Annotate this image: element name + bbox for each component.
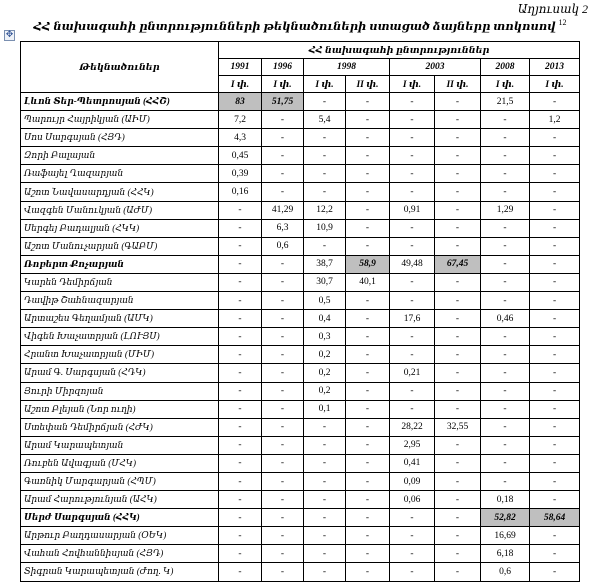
vote-percent-cell: - bbox=[346, 129, 390, 147]
vote-percent-cell: - bbox=[435, 273, 481, 291]
vote-percent-cell: - bbox=[262, 111, 304, 129]
vote-percent-cell: - bbox=[530, 545, 580, 563]
vote-percent-cell: - bbox=[304, 93, 346, 111]
vote-percent-cell: - bbox=[262, 328, 304, 346]
vote-percent-cell: 0,18 bbox=[481, 491, 530, 509]
vote-percent-cell: - bbox=[435, 93, 481, 111]
vote-percent-cell: - bbox=[530, 292, 580, 310]
vote-percent-cell: - bbox=[346, 545, 390, 563]
candidate-name: Դավիթ Շահնազարյան bbox=[21, 292, 219, 310]
vote-percent-cell: - bbox=[481, 129, 530, 147]
vote-percent-cell: - bbox=[530, 219, 580, 237]
vote-percent-cell: - bbox=[435, 328, 481, 346]
vote-percent-cell: 0,6 bbox=[262, 237, 304, 255]
title-text: ՀՀ նախագահի ընտրությունների թեկնածուների ստացած ձայները տոկոսով bbox=[33, 20, 556, 33]
vote-percent-cell: - bbox=[530, 400, 580, 418]
vote-percent-cell: 0,2 bbox=[304, 346, 346, 364]
vote-percent-cell: - bbox=[435, 527, 481, 545]
vote-percent-cell: - bbox=[346, 237, 390, 255]
vote-percent-cell: - bbox=[390, 400, 435, 418]
vote-percent-cell: - bbox=[262, 491, 304, 509]
candidate-name: Վիգեն Խաչատրյան (ԼՈՒՅՍ) bbox=[21, 328, 219, 346]
round-header: I փ. bbox=[530, 76, 580, 93]
vote-percent-cell: - bbox=[390, 328, 435, 346]
vote-percent-cell: 10,9 bbox=[304, 219, 346, 237]
vote-percent-cell: - bbox=[219, 237, 262, 255]
vote-percent-cell: 58,9 bbox=[346, 255, 390, 273]
vote-percent-cell: - bbox=[435, 472, 481, 490]
vote-percent-cell: - bbox=[481, 219, 530, 237]
vote-percent-cell: 0,5 bbox=[304, 292, 346, 310]
vote-percent-cell: - bbox=[481, 364, 530, 382]
table-row bbox=[21, 545, 580, 563]
candidate-name: Վազգեն Մանուկյան (ԱԺՄ) bbox=[21, 201, 219, 219]
vote-percent-cell: - bbox=[346, 292, 390, 310]
vote-percent-cell: - bbox=[219, 364, 262, 382]
vote-percent-cell: - bbox=[346, 472, 390, 490]
vote-percent-cell: - bbox=[262, 454, 304, 472]
vote-percent-cell: - bbox=[219, 418, 262, 436]
vote-percent-cell: - bbox=[346, 183, 390, 201]
vote-percent-cell: - bbox=[435, 382, 481, 400]
vote-percent-cell: - bbox=[435, 237, 481, 255]
vote-percent-cell: - bbox=[262, 436, 304, 454]
vote-percent-cell: - bbox=[390, 509, 435, 527]
vote-percent-cell: - bbox=[530, 527, 580, 545]
vote-percent-cell: 0,21 bbox=[390, 364, 435, 382]
vote-percent-cell: - bbox=[435, 201, 481, 219]
table-title bbox=[0, 18, 600, 33]
vote-percent-cell: 6,18 bbox=[481, 545, 530, 563]
vote-percent-cell: - bbox=[530, 147, 580, 165]
vote-percent-cell: 0,09 bbox=[390, 472, 435, 490]
candidate-name: Կարեն Դեմիրճյան bbox=[21, 273, 219, 291]
vote-percent-cell: 0,3 bbox=[304, 328, 346, 346]
vote-percent-cell: - bbox=[481, 183, 530, 201]
candidate-name: Վահան Հովհաննիսյան (ՀՅԴ) bbox=[21, 545, 219, 563]
candidate-name: Արամ Հարությունյան (ԱՀԿ) bbox=[21, 491, 219, 509]
vote-percent-cell: - bbox=[481, 400, 530, 418]
vote-percent-cell: - bbox=[262, 183, 304, 201]
vote-percent-cell: 2,95 bbox=[390, 436, 435, 454]
candidate-name: Գառնիկ Մարգարյան (ՀՊՄ) bbox=[21, 472, 219, 490]
vote-percent-cell: - bbox=[219, 310, 262, 328]
vote-percent-cell: - bbox=[530, 418, 580, 436]
candidate-name: Ստեփան Դեմիրճյան (ՀԺԿ) bbox=[21, 418, 219, 436]
vote-percent-cell: - bbox=[262, 418, 304, 436]
vote-percent-cell: - bbox=[304, 436, 346, 454]
candidate-name: Սերգեյ Բադալյան (ՀԿԿ) bbox=[21, 219, 219, 237]
vote-percent-cell: - bbox=[262, 292, 304, 310]
vote-percent-cell: - bbox=[304, 183, 346, 201]
vote-percent-cell: - bbox=[219, 509, 262, 527]
vote-percent-cell: 0,39 bbox=[219, 165, 262, 183]
vote-percent-cell: - bbox=[346, 382, 390, 400]
vote-percent-cell: 17,6 bbox=[390, 310, 435, 328]
vote-percent-cell: 67,45 bbox=[435, 255, 481, 273]
vote-percent-cell: - bbox=[435, 219, 481, 237]
candidate-name: Ռաֆայել Ղազարյան bbox=[21, 165, 219, 183]
vote-percent-cell: - bbox=[530, 165, 580, 183]
vote-percent-cell: - bbox=[219, 382, 262, 400]
vote-percent-cell: - bbox=[346, 165, 390, 183]
vote-percent-cell: 30,7 bbox=[304, 273, 346, 291]
vote-percent-cell: - bbox=[481, 436, 530, 454]
vote-percent-cell: 38,7 bbox=[304, 255, 346, 273]
vote-percent-cell: - bbox=[530, 364, 580, 382]
round-header: I փ. bbox=[262, 76, 304, 93]
year-header: 2008 bbox=[481, 59, 530, 76]
vote-percent-cell: - bbox=[262, 310, 304, 328]
vote-percent-cell: 16,69 bbox=[481, 527, 530, 545]
candidate-name: Լևոն Տեր-Պետրոսյան (ՀՀՇ) bbox=[21, 93, 219, 111]
vote-percent-cell: - bbox=[219, 273, 262, 291]
table-row bbox=[21, 527, 580, 545]
vote-percent-cell: - bbox=[390, 129, 435, 147]
round-header: I փ. bbox=[481, 76, 530, 93]
table-body bbox=[21, 93, 580, 582]
vote-percent-cell: - bbox=[530, 201, 580, 219]
appendix-label: Աղյուսակ 2 bbox=[517, 2, 588, 16]
vote-percent-cell: - bbox=[219, 563, 262, 581]
vote-percent-cell: - bbox=[219, 328, 262, 346]
year-header: 2013 bbox=[530, 59, 580, 76]
vote-percent-cell: - bbox=[481, 472, 530, 490]
vote-percent-cell: - bbox=[304, 237, 346, 255]
vote-percent-cell: - bbox=[219, 491, 262, 509]
vote-percent-cell: - bbox=[435, 129, 481, 147]
vote-percent-cell: 0,1 bbox=[304, 400, 346, 418]
candidate-name: Արտաշես Գեղամյան (ԱՄԿ) bbox=[21, 310, 219, 328]
vote-percent-cell: - bbox=[346, 346, 390, 364]
table-row bbox=[21, 364, 580, 382]
results-table bbox=[20, 41, 580, 582]
vote-percent-cell: - bbox=[530, 129, 580, 147]
candidate-name: Զորի Բալայան bbox=[21, 147, 219, 165]
vote-percent-cell: - bbox=[219, 255, 262, 273]
candidate-name: Պարույր Հայրիկյան (ԱԻՄ) bbox=[21, 111, 219, 129]
vote-percent-cell: - bbox=[262, 382, 304, 400]
table-row bbox=[21, 273, 580, 291]
candidate-name: Սերժ Սարգսյան (ՀՀԿ) bbox=[21, 509, 219, 527]
vote-percent-cell: - bbox=[262, 563, 304, 581]
table-row bbox=[21, 310, 580, 328]
table-row bbox=[21, 93, 580, 111]
vote-percent-cell: - bbox=[219, 472, 262, 490]
table-row bbox=[21, 111, 580, 129]
vote-percent-cell: - bbox=[219, 545, 262, 563]
vote-percent-cell: - bbox=[262, 129, 304, 147]
vote-percent-cell: - bbox=[481, 273, 530, 291]
vote-percent-cell: 1,2 bbox=[530, 111, 580, 129]
round-header: I փ. bbox=[390, 76, 435, 93]
vote-percent-cell: - bbox=[219, 292, 262, 310]
table-row bbox=[21, 237, 580, 255]
vote-percent-cell: - bbox=[304, 563, 346, 581]
table-row bbox=[21, 400, 580, 418]
vote-percent-cell: - bbox=[481, 165, 530, 183]
year-header: 2003 bbox=[390, 59, 481, 76]
table-row bbox=[21, 147, 580, 165]
vote-percent-cell: - bbox=[481, 255, 530, 273]
vote-percent-cell: - bbox=[262, 527, 304, 545]
vote-percent-cell: - bbox=[304, 509, 346, 527]
vote-percent-cell: - bbox=[346, 436, 390, 454]
table-row bbox=[21, 129, 580, 147]
candidate-name: Աշոտ Նավասարդյան (ՀՀԿ) bbox=[21, 183, 219, 201]
vote-percent-cell: - bbox=[304, 472, 346, 490]
vote-percent-cell: - bbox=[346, 219, 390, 237]
vote-percent-cell: - bbox=[304, 527, 346, 545]
table-row bbox=[21, 201, 580, 219]
vote-percent-cell: - bbox=[346, 400, 390, 418]
vote-percent-cell: - bbox=[262, 400, 304, 418]
vote-percent-cell: - bbox=[435, 147, 481, 165]
vote-percent-cell: - bbox=[219, 436, 262, 454]
vote-percent-cell: 1,29 bbox=[481, 201, 530, 219]
vote-percent-cell: - bbox=[390, 165, 435, 183]
vote-percent-cell: - bbox=[390, 382, 435, 400]
vote-percent-cell: - bbox=[219, 400, 262, 418]
vote-percent-cell: - bbox=[435, 165, 481, 183]
vote-percent-cell: - bbox=[481, 454, 530, 472]
vote-percent-cell: - bbox=[530, 310, 580, 328]
vote-percent-cell: - bbox=[390, 183, 435, 201]
vote-percent-cell: - bbox=[390, 346, 435, 364]
vote-percent-cell: - bbox=[435, 563, 481, 581]
table-row bbox=[21, 292, 580, 310]
vote-percent-cell: - bbox=[530, 491, 580, 509]
vote-percent-cell: - bbox=[481, 382, 530, 400]
vote-percent-cell: - bbox=[481, 147, 530, 165]
table-row bbox=[21, 491, 580, 509]
candidate-name: Տիգրան Կարապետյան (Ժող. Կ) bbox=[21, 563, 219, 581]
year-header: 1998 bbox=[304, 59, 390, 76]
vote-percent-cell: - bbox=[346, 310, 390, 328]
vote-percent-cell: - bbox=[219, 454, 262, 472]
vote-percent-cell: 5,4 bbox=[304, 111, 346, 129]
vote-percent-cell: - bbox=[481, 111, 530, 129]
vote-percent-cell: 7,2 bbox=[219, 111, 262, 129]
candidate-name: Արթուր Բաղդասարյան (ՕԵԿ) bbox=[21, 527, 219, 545]
vote-percent-cell: 21,5 bbox=[481, 93, 530, 111]
title-footnote: 12 bbox=[558, 18, 567, 27]
vote-percent-cell: 0,41 bbox=[390, 454, 435, 472]
vote-percent-cell: - bbox=[390, 237, 435, 255]
candidate-name: Յուրի Միրզոյան bbox=[21, 382, 219, 400]
vote-percent-cell: - bbox=[530, 346, 580, 364]
vote-percent-cell: - bbox=[304, 165, 346, 183]
vote-percent-cell: 28,22 bbox=[390, 418, 435, 436]
vote-percent-cell: 6,3 bbox=[262, 219, 304, 237]
vote-percent-cell: - bbox=[346, 563, 390, 581]
vote-percent-cell: 0,2 bbox=[304, 364, 346, 382]
vote-percent-cell: - bbox=[219, 219, 262, 237]
vote-percent-cell: - bbox=[530, 255, 580, 273]
column-group-header: ՀՀ նախագահի ընտրություններ bbox=[219, 42, 580, 59]
vote-percent-cell: - bbox=[530, 183, 580, 201]
vote-percent-cell: 0,46 bbox=[481, 310, 530, 328]
table-row bbox=[21, 219, 580, 237]
vote-percent-cell: - bbox=[530, 472, 580, 490]
vote-percent-cell: - bbox=[219, 201, 262, 219]
vote-percent-cell: 0,6 bbox=[481, 563, 530, 581]
table-row bbox=[21, 382, 580, 400]
vote-percent-cell: - bbox=[481, 346, 530, 364]
candidate-name: Ռոբերտ Քոչարյան bbox=[21, 255, 219, 273]
vote-percent-cell: - bbox=[346, 418, 390, 436]
vote-percent-cell: - bbox=[346, 364, 390, 382]
vote-percent-cell: - bbox=[346, 93, 390, 111]
vote-percent-cell: - bbox=[530, 237, 580, 255]
table-row bbox=[21, 418, 580, 436]
year-header: 1996 bbox=[262, 59, 304, 76]
vote-percent-cell: - bbox=[390, 545, 435, 563]
vote-percent-cell: - bbox=[304, 454, 346, 472]
vote-percent-cell: - bbox=[435, 491, 481, 509]
name-column-header: Թեկնածուներ bbox=[21, 42, 219, 93]
vote-percent-cell: - bbox=[435, 509, 481, 527]
vote-percent-cell: - bbox=[435, 364, 481, 382]
vote-percent-cell: - bbox=[481, 292, 530, 310]
table-row bbox=[21, 183, 580, 201]
vote-percent-cell: - bbox=[390, 147, 435, 165]
table-row bbox=[21, 563, 580, 581]
round-header: I փ. bbox=[304, 76, 346, 93]
vote-percent-cell: 49,48 bbox=[390, 255, 435, 273]
table-row bbox=[21, 509, 580, 527]
table-row bbox=[21, 436, 580, 454]
vote-percent-cell: - bbox=[304, 545, 346, 563]
candidate-name: Աշոտ Մանուչարյան (ԳԱԲՄ) bbox=[21, 237, 219, 255]
vote-percent-cell: - bbox=[530, 273, 580, 291]
table-move-handle-icon[interactable]: ✥ bbox=[5, 30, 14, 40]
vote-percent-cell: - bbox=[304, 129, 346, 147]
vote-percent-cell: - bbox=[530, 328, 580, 346]
vote-percent-cell: - bbox=[530, 563, 580, 581]
vote-percent-cell: 0,45 bbox=[219, 147, 262, 165]
table-row bbox=[21, 165, 580, 183]
year-header: 1991 bbox=[219, 59, 262, 76]
table-row bbox=[21, 454, 580, 472]
vote-percent-cell: - bbox=[346, 491, 390, 509]
vote-percent-cell: - bbox=[219, 346, 262, 364]
vote-percent-cell: - bbox=[435, 400, 481, 418]
vote-percent-cell: - bbox=[346, 328, 390, 346]
round-header: II փ. bbox=[346, 76, 390, 93]
vote-percent-cell: - bbox=[262, 346, 304, 364]
table-row bbox=[21, 328, 580, 346]
vote-percent-cell: - bbox=[435, 310, 481, 328]
candidate-name: Աշոտ Բլեյան (Նոր ուղի) bbox=[21, 400, 219, 418]
vote-percent-cell: - bbox=[390, 219, 435, 237]
vote-percent-cell: - bbox=[346, 201, 390, 219]
vote-percent-cell: 0,91 bbox=[390, 201, 435, 219]
table-row bbox=[21, 472, 580, 490]
vote-percent-cell: 41,29 bbox=[262, 201, 304, 219]
vote-percent-cell: - bbox=[390, 111, 435, 129]
vote-percent-cell: 32,55 bbox=[435, 418, 481, 436]
vote-percent-cell: - bbox=[390, 563, 435, 581]
round-header: I փ. bbox=[219, 76, 262, 93]
round-header: II փ. bbox=[435, 76, 481, 93]
vote-percent-cell: 4,3 bbox=[219, 129, 262, 147]
vote-percent-cell: - bbox=[262, 545, 304, 563]
vote-percent-cell: - bbox=[390, 527, 435, 545]
vote-percent-cell: 12,2 bbox=[304, 201, 346, 219]
vote-percent-cell: 0,16 bbox=[219, 183, 262, 201]
vote-percent-cell: - bbox=[262, 273, 304, 291]
vote-percent-cell: - bbox=[262, 255, 304, 273]
vote-percent-cell: - bbox=[390, 292, 435, 310]
vote-percent-cell: - bbox=[262, 472, 304, 490]
vote-percent-cell: 51,75 bbox=[262, 93, 304, 111]
vote-percent-cell: - bbox=[346, 509, 390, 527]
vote-percent-cell: - bbox=[530, 454, 580, 472]
vote-percent-cell: - bbox=[481, 328, 530, 346]
vote-percent-cell: - bbox=[390, 273, 435, 291]
table-row bbox=[21, 346, 580, 364]
vote-percent-cell: 0,4 bbox=[304, 310, 346, 328]
candidate-name: Ռուբեն Ավագյան (ՄՀԿ) bbox=[21, 454, 219, 472]
vote-percent-cell: - bbox=[219, 527, 262, 545]
vote-percent-cell: - bbox=[435, 292, 481, 310]
vote-percent-cell: 0,2 bbox=[304, 382, 346, 400]
vote-percent-cell: - bbox=[530, 93, 580, 111]
table-row bbox=[21, 255, 580, 273]
vote-percent-cell: 58,64 bbox=[530, 509, 580, 527]
vote-percent-cell: - bbox=[435, 183, 481, 201]
vote-percent-cell: - bbox=[481, 237, 530, 255]
vote-percent-cell: - bbox=[304, 147, 346, 165]
candidate-name: Արամ Գ. Սարգսյան (ՀԴԿ) bbox=[21, 364, 219, 382]
vote-percent-cell: - bbox=[304, 418, 346, 436]
candidate-name: Հրանտ Խաչատրյան (ՄԻՄ) bbox=[21, 346, 219, 364]
vote-percent-cell: - bbox=[262, 147, 304, 165]
vote-percent-cell: - bbox=[346, 111, 390, 129]
vote-percent-cell: 52,82 bbox=[481, 509, 530, 527]
vote-percent-cell: - bbox=[435, 454, 481, 472]
vote-percent-cell: - bbox=[390, 93, 435, 111]
vote-percent-cell: - bbox=[530, 382, 580, 400]
vote-percent-cell: - bbox=[435, 436, 481, 454]
vote-percent-cell: - bbox=[530, 436, 580, 454]
vote-percent-cell: - bbox=[304, 491, 346, 509]
candidate-name: Արամ Կարապետյան bbox=[21, 436, 219, 454]
vote-percent-cell: - bbox=[481, 418, 530, 436]
vote-percent-cell: - bbox=[262, 165, 304, 183]
vote-percent-cell: 83 bbox=[219, 93, 262, 111]
vote-percent-cell: - bbox=[262, 509, 304, 527]
vote-percent-cell: - bbox=[346, 147, 390, 165]
vote-percent-cell: - bbox=[435, 111, 481, 129]
vote-percent-cell: - bbox=[346, 527, 390, 545]
vote-percent-cell: - bbox=[262, 364, 304, 382]
candidate-name: Սոս Սարգսյան (ՀՅԴ) bbox=[21, 129, 219, 147]
vote-percent-cell: - bbox=[435, 545, 481, 563]
vote-percent-cell: - bbox=[346, 454, 390, 472]
vote-percent-cell: 40,1 bbox=[346, 273, 390, 291]
vote-percent-cell: 0,06 bbox=[390, 491, 435, 509]
vote-percent-cell: - bbox=[435, 346, 481, 364]
